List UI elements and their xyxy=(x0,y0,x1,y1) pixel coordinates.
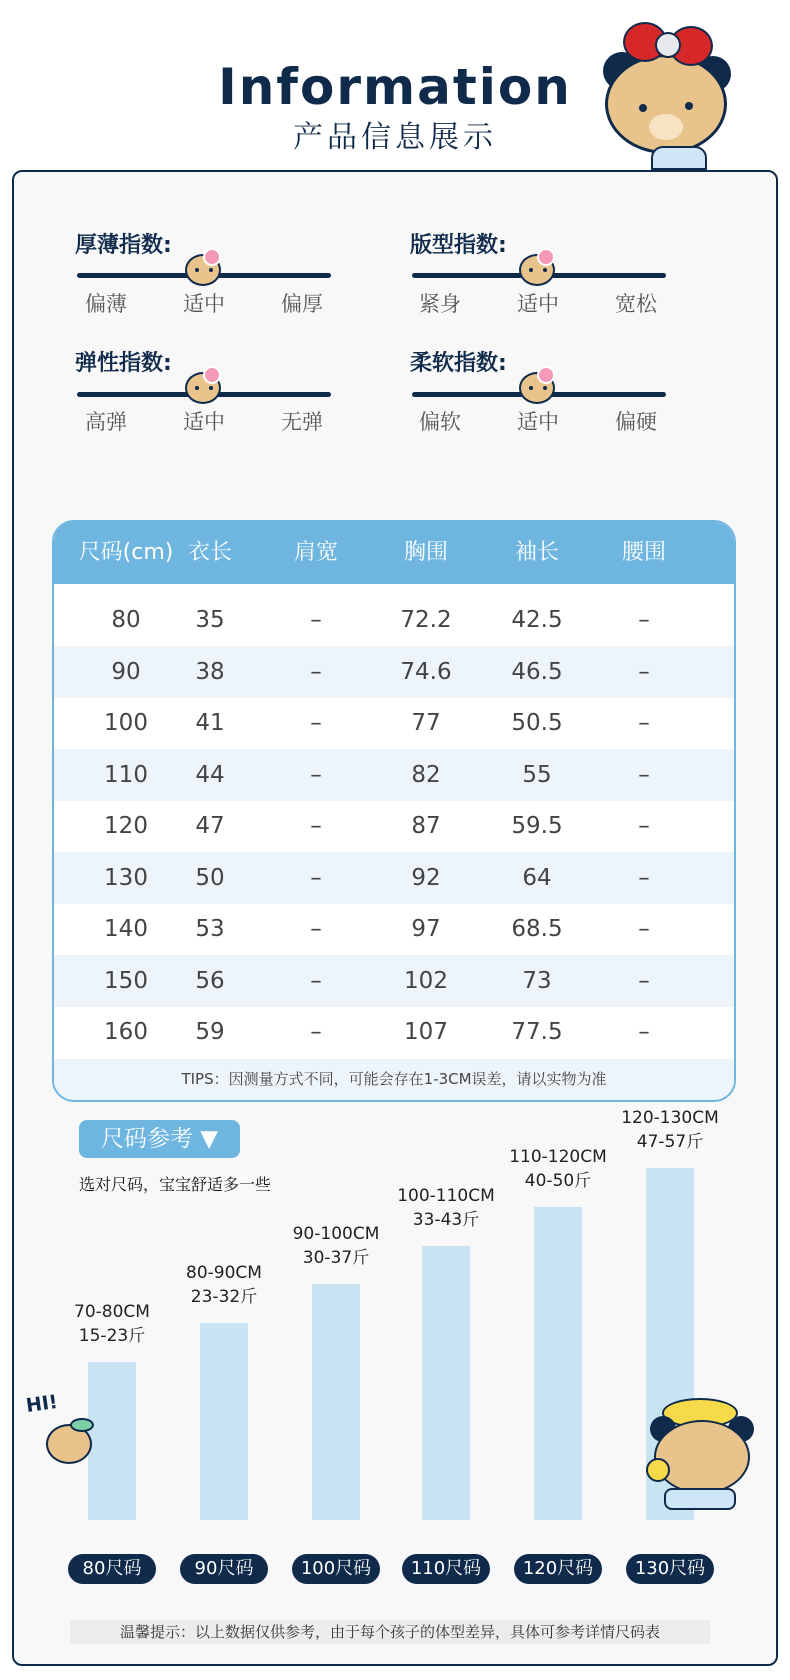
bear-slider-thumb-icon xyxy=(181,248,227,288)
table-cell: – xyxy=(638,813,650,839)
table-cell: – xyxy=(638,1019,650,1045)
column-header: 尺码(cm) xyxy=(78,540,174,565)
column-header: 袖长 xyxy=(514,540,559,565)
table-cell: – xyxy=(638,607,650,633)
hi-text: HI! xyxy=(24,1390,60,1418)
index-title: 厚薄指数: xyxy=(75,233,172,258)
bar-height-label: 110-120CM xyxy=(509,1146,607,1167)
scale-label: 适中 xyxy=(517,292,559,316)
index-title: 弹性指数: xyxy=(75,351,172,376)
table-cell: – xyxy=(638,761,650,788)
table-cell: 53 xyxy=(195,916,225,942)
table-cell: 110 xyxy=(104,761,148,788)
bear-mascot-icon xyxy=(595,18,755,178)
index-title: 柔软指数: xyxy=(410,351,507,376)
table-cell: – xyxy=(638,710,650,736)
table-row xyxy=(54,749,734,801)
chart-bar xyxy=(200,1323,248,1520)
bar-weight-label: 23-32斤 xyxy=(190,1287,258,1308)
table-cell: 87 xyxy=(411,813,441,839)
table-cell: 41 xyxy=(195,710,225,736)
table-cell: 80 xyxy=(111,607,141,633)
bar-weight-label: 40-50斤 xyxy=(524,1170,592,1191)
bar-weight-label: 33-43斤 xyxy=(412,1209,480,1230)
table-cell: – xyxy=(310,710,322,736)
size-reference-badge: 尺码参考 ▼ xyxy=(79,1120,240,1158)
table-row xyxy=(54,697,734,749)
bar-height-label: 100-110CM xyxy=(397,1185,495,1206)
bar-height-label: 90-100CM xyxy=(292,1224,380,1245)
table-cell: – xyxy=(638,658,650,685)
table-cell: 59.5 xyxy=(511,813,563,839)
size-table xyxy=(52,520,736,1102)
scale-label: 无弹 xyxy=(281,410,323,434)
table-cell: – xyxy=(310,1019,322,1045)
column-header: 肩宽 xyxy=(293,540,338,565)
bar-height-label: 120-130CM xyxy=(621,1108,719,1128)
size-category-label: 80尺码 xyxy=(68,1554,156,1584)
scale-label: 偏硬 xyxy=(615,410,657,434)
chart-bar xyxy=(422,1246,470,1520)
table-cell: 56 xyxy=(195,967,225,994)
table-cell: 92 xyxy=(411,864,441,891)
table-tips: TIPS：因测量方式不同，可能会存在1-3CM误差，请以实物为准 xyxy=(54,1059,734,1102)
scale-label: 适中 xyxy=(183,292,225,316)
table-cell: 59 xyxy=(195,1019,225,1045)
column-header: 胸围 xyxy=(403,540,448,565)
scale-label: 适中 xyxy=(517,410,559,434)
bear-slider-thumb-icon xyxy=(515,366,561,406)
table-cell: 35 xyxy=(195,607,225,633)
table-cell: 73 xyxy=(522,967,552,994)
table-row xyxy=(54,903,734,955)
table-cell: 160 xyxy=(104,1019,148,1045)
footer-note: 温馨提示：以上数据仅供参考，由于每个孩子的体型差异，具体可参考详情尺码表 xyxy=(70,1620,710,1644)
table-cell: 44 xyxy=(195,761,225,788)
scale-label: 偏软 xyxy=(419,410,461,434)
table-cell: 97 xyxy=(411,916,441,942)
scale-label: 紧身 xyxy=(419,292,461,316)
scale-label: 高弹 xyxy=(85,410,127,434)
size-category-label: 110尺码 xyxy=(402,1554,490,1584)
bar-height-label: 70-80CM xyxy=(74,1302,150,1322)
scale-label: 偏薄 xyxy=(85,292,127,316)
scale-label: 宽松 xyxy=(615,292,657,316)
table-cell: 77.5 xyxy=(511,1019,563,1045)
table-cell: 50.5 xyxy=(511,710,563,736)
bar-weight-label: 15-23斤 xyxy=(78,1326,146,1346)
table-cell: 100 xyxy=(104,710,148,736)
table-cell: – xyxy=(310,916,322,942)
table-cell: – xyxy=(310,607,322,633)
scale-label: 适中 xyxy=(183,410,225,434)
bear-slider-thumb-icon xyxy=(515,248,561,288)
table-row xyxy=(54,1006,734,1058)
table-cell: – xyxy=(638,967,650,994)
bar-height-label: 80-90CM xyxy=(186,1263,262,1284)
page-subtitle: 产品信息展示 xyxy=(293,120,497,155)
column-header: 腰围 xyxy=(621,540,666,565)
table-cell: 38 xyxy=(195,658,225,685)
table-cell: 55 xyxy=(522,761,552,788)
table-cell: 90 xyxy=(111,658,141,685)
size-category-label: 120尺码 xyxy=(514,1554,602,1584)
table-cell: 77 xyxy=(411,710,441,736)
table-row xyxy=(54,955,734,1007)
table-cell: 140 xyxy=(104,916,148,942)
table-cell: – xyxy=(310,967,322,994)
size-category-label: 130尺码 xyxy=(626,1554,714,1584)
table-row xyxy=(54,800,734,852)
table-row xyxy=(54,594,734,646)
table-cell: – xyxy=(310,658,322,685)
scale-label: 偏厚 xyxy=(281,292,323,316)
table-cell: – xyxy=(638,916,650,942)
table-cell: 64 xyxy=(522,864,552,891)
size-category-label: 90尺码 xyxy=(180,1554,268,1584)
table-cell: 47 xyxy=(195,813,225,839)
table-cell: – xyxy=(310,813,322,839)
table-cell: 72.2 xyxy=(400,607,452,633)
bear-slider-thumb-icon xyxy=(181,366,227,406)
table-cell: 102 xyxy=(404,967,448,994)
size-category-label: 100尺码 xyxy=(292,1554,380,1584)
index-title: 版型指数: xyxy=(410,233,507,258)
bar-weight-label: 30-37斤 xyxy=(302,1248,370,1269)
table-cell: 42.5 xyxy=(511,607,563,633)
table-cell: 130 xyxy=(104,864,148,891)
table-cell: 46.5 xyxy=(511,658,563,685)
table-cell: 50 xyxy=(195,864,225,891)
table-cell: 120 xyxy=(104,813,148,839)
size-reference-caption: 选对尺码，宝宝舒适多一些 xyxy=(79,1175,272,1194)
table-header xyxy=(54,522,734,584)
column-header: 衣长 xyxy=(187,540,232,565)
table-cell: – xyxy=(310,864,322,891)
small-bear-icon xyxy=(44,1418,100,1468)
table-cell: 74.6 xyxy=(400,658,452,685)
table-row xyxy=(54,852,734,904)
chart-bar xyxy=(534,1207,582,1520)
table-cell: 150 xyxy=(104,967,148,994)
table-cell: – xyxy=(310,761,322,788)
table-row xyxy=(54,646,734,698)
page-title: Information xyxy=(218,58,572,116)
table-cell: – xyxy=(638,864,650,891)
bear-with-flower-icon xyxy=(646,1390,762,1512)
table-cell: 107 xyxy=(404,1019,448,1045)
bar-weight-label: 47-57斤 xyxy=(636,1132,704,1152)
chart-bar xyxy=(312,1284,360,1520)
table-cell: 82 xyxy=(411,761,441,788)
table-cell: 68.5 xyxy=(511,916,563,942)
